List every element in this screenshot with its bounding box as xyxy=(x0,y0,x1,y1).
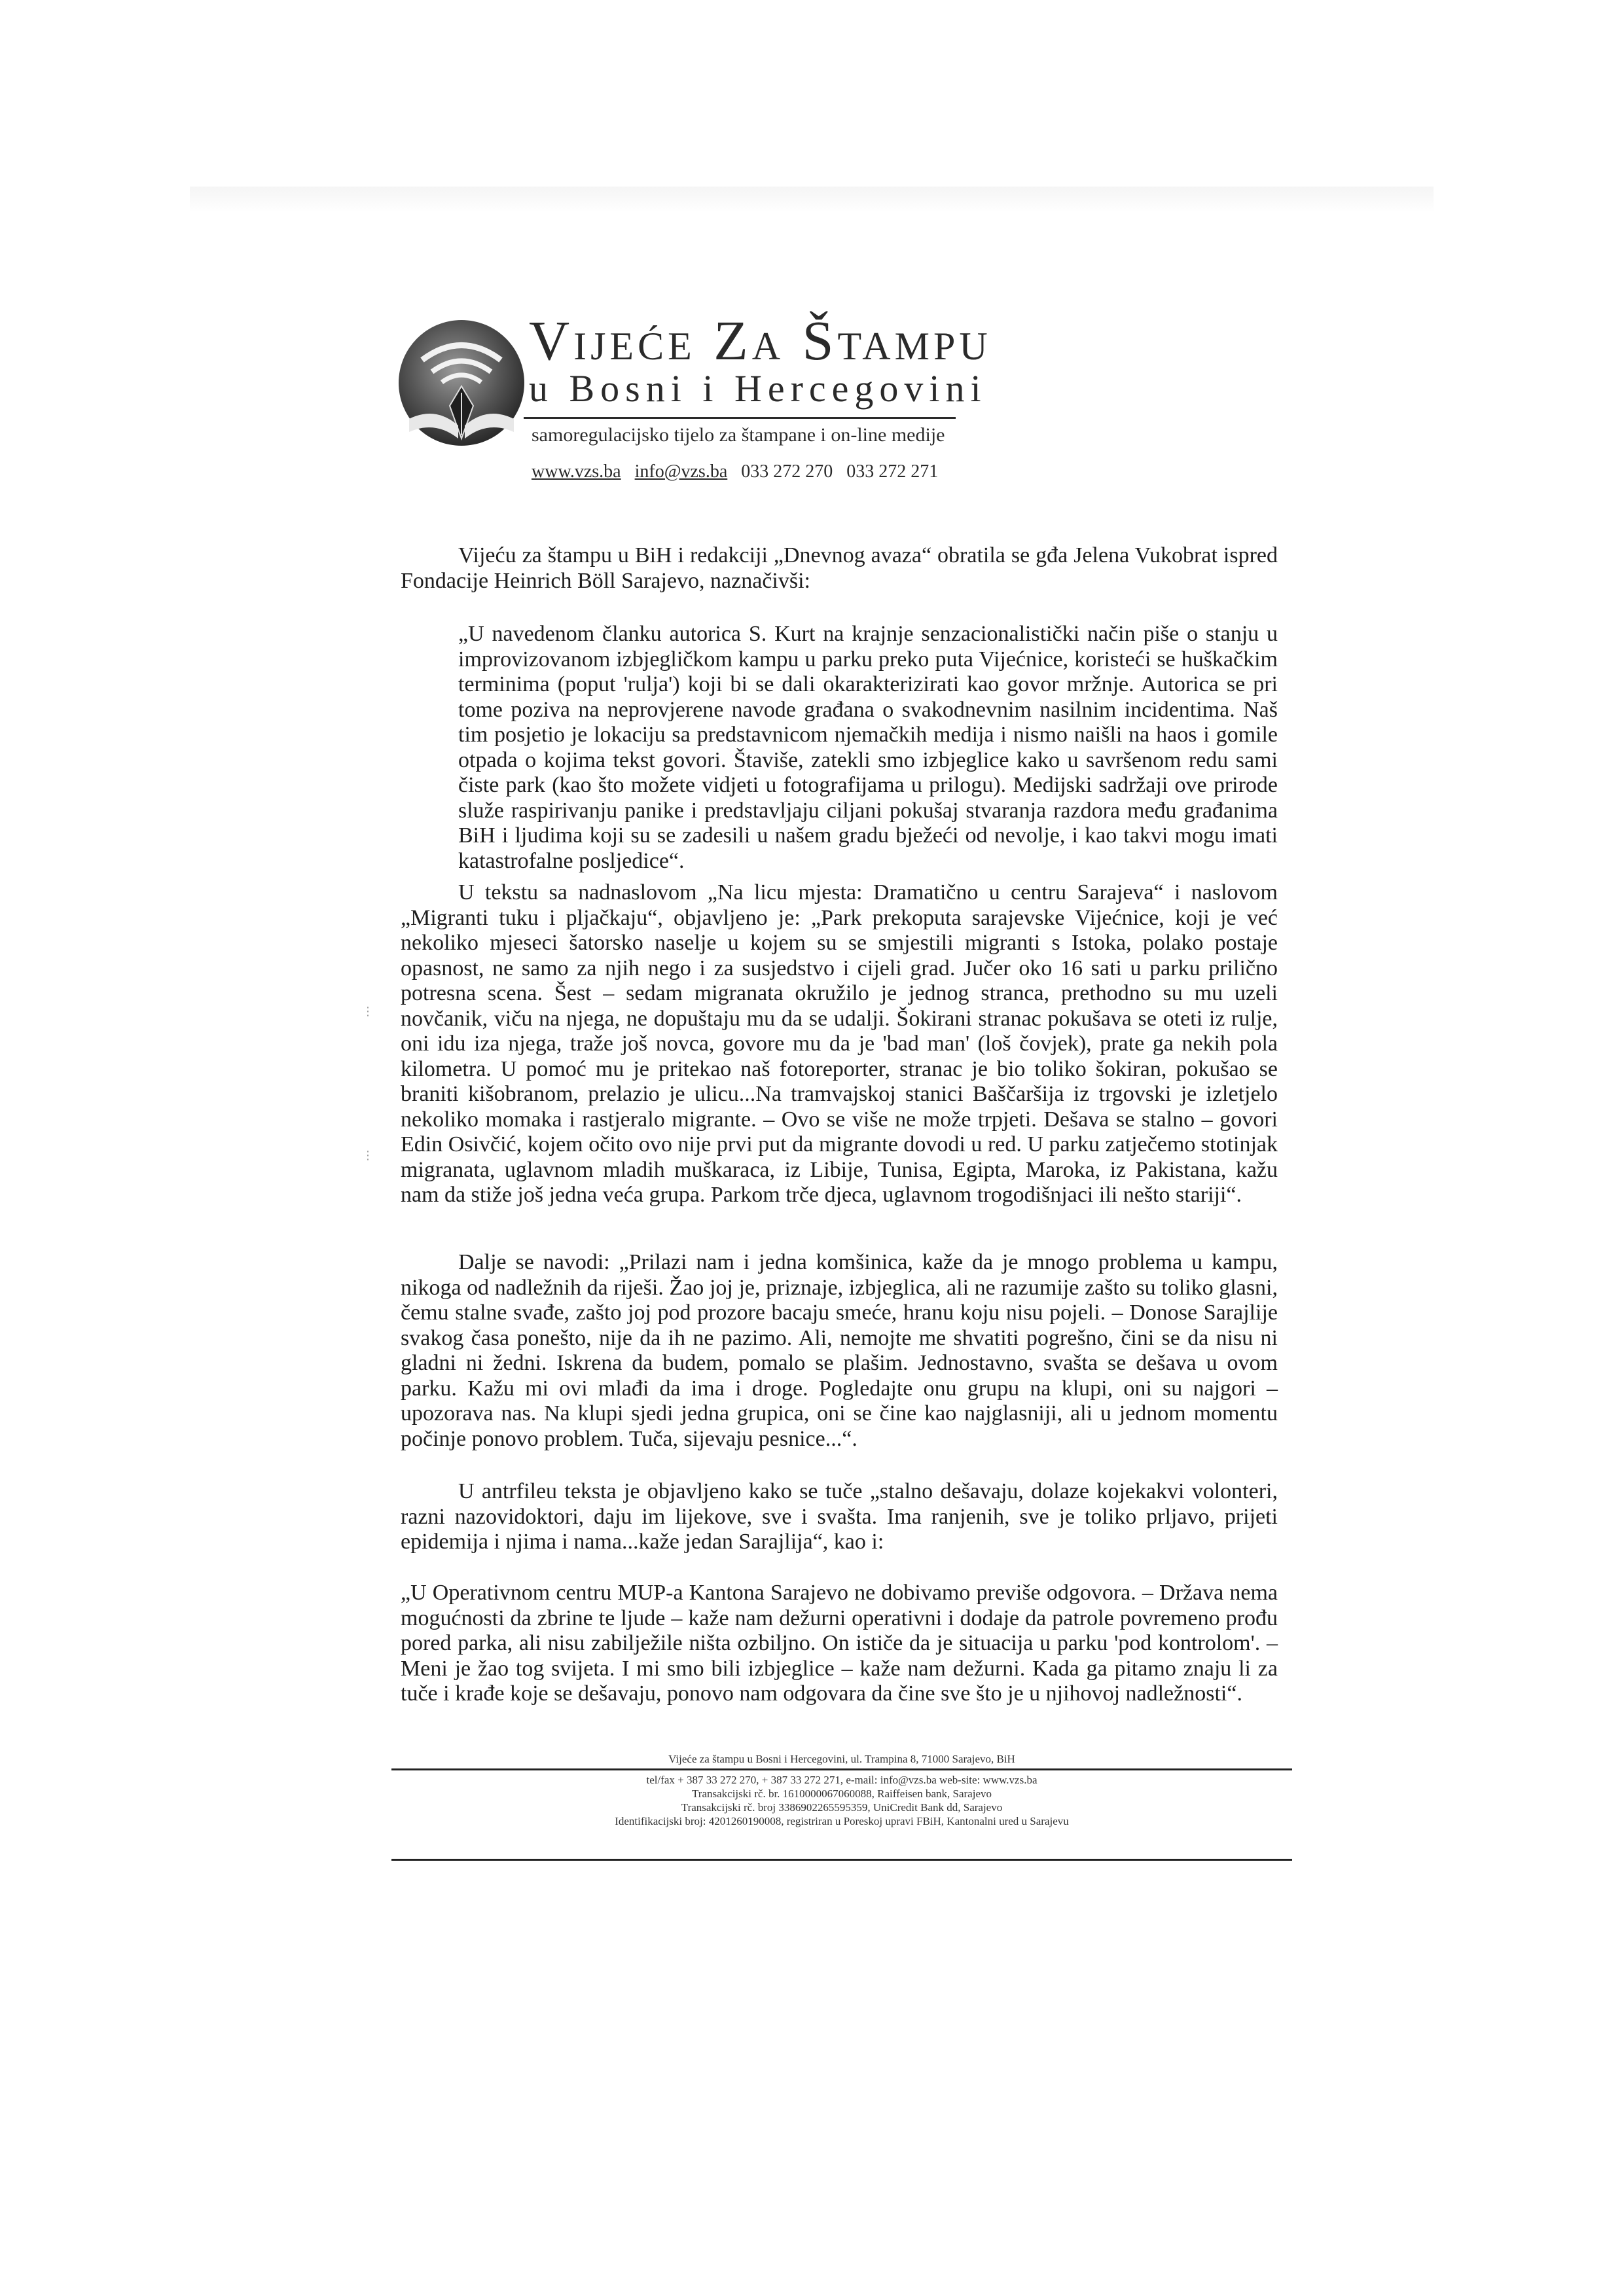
intro-paragraph: Vijeću za štampu u BiH i redakciji „Dnevnog avaza“ obratila se gđa Jelena Vukobrat ispred Fondacije Heinrich Böll Sarajevo, naznačivši: xyxy=(401,543,1278,593)
letterhead-subtitle: u Bosni i Hercegovini xyxy=(529,367,987,410)
email-link[interactable]: info@vzs.ba xyxy=(634,461,728,482)
scan-shade xyxy=(190,187,1434,213)
footer-address: Vijeće za štampu u Bosni i Hercegovini, ul. Trampina 8, 71000 Sarajevo, BiH xyxy=(668,1753,1015,1765)
footer-top-rule xyxy=(391,1768,1292,1770)
footer-contact: tel/fax + 387 33 272 270, + 387 33 272 271, e-mail: info@vzs.ba web-site: www.vzs.ba xyxy=(646,1774,1038,1786)
letterhead-contacts xyxy=(532,461,947,482)
letterhead-divider xyxy=(524,417,956,419)
phone-number-1: 033 272 270 xyxy=(741,461,833,482)
letterhead-tagline: samoregulacijsko tijelo za štampane i on-line medije xyxy=(532,424,945,446)
website-link[interactable]: www.vzs.ba xyxy=(532,461,621,482)
margin-scan-mark: ⋮ xyxy=(362,1005,374,1018)
press-council-logo-icon xyxy=(396,314,527,452)
footer-bottom-rule xyxy=(391,1859,1292,1861)
margin-scan-mark: ⋮ xyxy=(362,1149,374,1162)
complaint-quote: „U navedenom članku autorica S. Kurt na krajnje senzacionalistički način piše o stanju u improvizovanom izbjegličkom kampu u parku preko puta Vijećnice, koristeći se huškačkim terminima (poput 'rulja') koji bi se dali okarakterizirati kao govor mržnje. Autorica se pri tome poziva na neprovjerene navode građana o svakodnevnim nasilnim incidentima. Naš tim posjetio je lokaciju sa predstavnicom njemačkih medija i nismo naišli na haos i gomile otpada o kojima tekst govori. Štaviše, zatekli smo izbjeglice kako u savršenom redu sami čiste park (kao što možete vidjeti u fotografijama u prilogu). Medijski sadržaji ove prirode služe raspirivanju panike i predstavljaju ciljani pokušaj stvaranja razdora među građanima BiH i ljudima koji su se zadesili u našem gradu bježeći od nevolje, i kao takvi mogu imati katastrofalne posljedice“. xyxy=(458,622,1278,873)
footer-bank-1: Transakcijski rč. br. 1610000067060088, Raiffeisen bank, Sarajevo xyxy=(692,1787,992,1800)
letterhead-title: Vijeće Za Štampu xyxy=(529,309,992,372)
footer-id-number: Identifikacijski broj: 4201260190008, registriran u Poreskoj upravi FBiH, Kantonalni ured u Sarajevu xyxy=(615,1815,1069,1827)
article-continuation-paragraph: Dalje se navodi: „Prilazi nam i jedna komšinica, kaže da je mnogo problema u kampu, nikoga od nadležnih da riješi. Žao joj je, priznaje, izbjeglica, ali ne razumije zašto su toliko glasni, čemu stalne svađe, zašto joj pod prozore bacaju smeće, hranu koju nisu pojeli. – Donose Sarajlije svakog časa ponešto, nije da ih ne pazimo. Ali, nemojte me shvatiti pogrešno, čini se da nisu ni gladni ni žedni. Iskrena da budem, pomalo se plašim. Jednostavno, svašta se dešava u ovom parku. Kažu mi ovi mlađi da ima i droge. Pogledajte onu grupu na klupi, oni su najgori – upozorava nas. Na klupi sjedi jedna grupica, oni se čine kao najglasniji, ali u jednom momentu počinje ponovo problem. Tuča, sijevaju pesnice...“. xyxy=(401,1250,1278,1451)
police-quote-paragraph: „U Operativnom centru MUP-a Kantona Sarajevo ne dobivamo previše odgovora. – Država nema mogućnosti da zbrine te ljude – kaže nam dežurni operativni i dodaje da patrole povremeno prođu pored parka, ali nisu zabilježile ništa ozbiljno. On ističe da je situacija u parku 'pod kontrolom'. – Meni je žao tog svijeta. I mi smo bili izbjeglice – kaže nam dežurni. Kada ga pitamo znaju li za tuče i krađe koje se dešavaju, ponovo nam odgovara da čine sve što je u njihovoj nadležnosti“. xyxy=(401,1581,1278,1706)
footer-bank-2: Transakcijski rč. broj 3386902265595359, UniCredit Bank dd, Sarajevo xyxy=(681,1801,1003,1814)
phone-number-2: 033 272 271 xyxy=(846,461,939,482)
article-excerpt-paragraph: U tekstu sa nadnaslovom „Na licu mjesta: Dramatično u centru Sarajeva“ i naslovom „Migranti tuku i pljačkaju“, objavljeno je: „Park prekoputa sarajevske Vijećnice, koji je već nekoliko mjeseci šatorsko naselje u kojem su se smjestili migranti s Istoka, polako postaje opasnost, ne samo za njih nego i za susjedstvo i cijeli grad. Jučer oko 16 sati u parku prilično potresna scena. Šest – sedam migranata okružilo je jednog stranca, prethodno su mu uzeli novčanik, viču na njega, ne dopuštaju mu da se udalji. Šokirani stranac pokušava se oteti iz rulje, oni idu iza njega, traže još novca, govore mu da je 'bad man' (loš čovjek), prate ga nekih pola kilometra. U pomoć mu je pritekao naš fotoreporter, stranac je bio toliko šokiran, pokušao se braniti kišobranom, prelazio je ulicu...Na tramvajskoj stanici Baščaršija iz trgovski je izletjelo nekoliko momaka i rastjeralo migrante. – Ovo se više ne može trpjeti. Dešava se stalno – govori Edin Osivčić, kojem očito ovo nije prvi put da migrante dovodi u red. U parku zatječemo stotinjak migranata, uglavnom mladih muškaraca, iz Libije, Tunisa, Egipta, Maroka, iz Pakistana, kažu nam da stiže još jedna veća grupa. Parkom trče djeca, uglavnom trogodišnjaci ili nešto stariji“. xyxy=(401,880,1278,1207)
sidebar-excerpt-paragraph: U antrfileu teksta je objavljeno kako se tuče „stalno dešavaju, dolaze kojekakvi volonteri, razni nazovidoktori, daju im lijekove, sve i svašta. Ima ranjenih, sve je toliko prljavo, prijeti epidemija i njima i nama...kaže jedan Sarajlija“, kao i: xyxy=(401,1479,1278,1554)
